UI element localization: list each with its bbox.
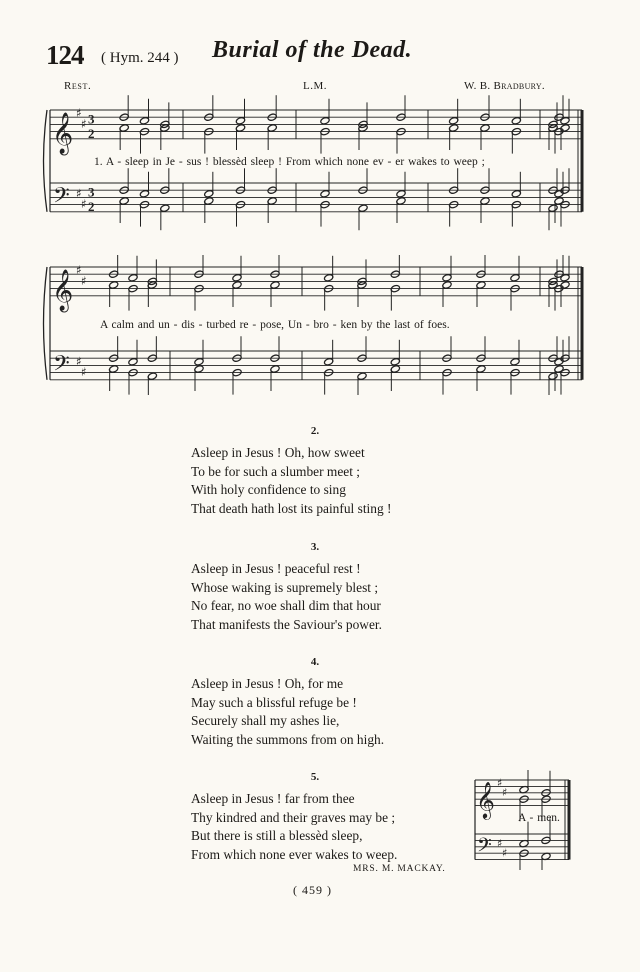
stanza-3 bbox=[191, 560, 382, 634]
stanza-number: 2. bbox=[310, 425, 320, 437]
system-brace bbox=[44, 110, 48, 212]
verse-line: Whose waking is supremely blest ; bbox=[191, 579, 379, 595]
verse-line: May such a blissful refuge be ! bbox=[191, 694, 357, 710]
sharp-icon: ♯ bbox=[81, 117, 87, 131]
sharp-icon: ♯ bbox=[76, 186, 82, 201]
verse-line: To be for such a slumber meet ; bbox=[191, 463, 360, 479]
sharp-icon: ♯ bbox=[76, 106, 82, 121]
stanza-4 bbox=[191, 675, 384, 749]
page-number: ( 459 ) bbox=[293, 883, 332, 897]
bass-clef-icon: 𝄢 bbox=[477, 835, 492, 862]
sharp-icon: ♯ bbox=[502, 846, 508, 860]
hymn-author: MRS. M. MACKAY. bbox=[353, 864, 446, 874]
stanza-2 bbox=[191, 444, 391, 518]
verse-line: But there is still a blessèd sleep, bbox=[191, 828, 363, 844]
treble-clef-icon: 𝄞 bbox=[52, 112, 74, 154]
treble-clef-icon: 𝄞 bbox=[476, 780, 495, 819]
time-signature: 2 bbox=[88, 198, 95, 214]
verse-line: From which none ever wakes to weep. bbox=[191, 846, 398, 862]
time-signature: 3 bbox=[88, 184, 95, 200]
verse-line: That manifests the Saviour's power. bbox=[191, 616, 382, 632]
tune-name: Rest. bbox=[64, 80, 92, 92]
system-brace bbox=[44, 267, 48, 380]
bass-clef-icon: 𝄢 bbox=[53, 183, 70, 214]
sharp-icon: ♯ bbox=[76, 354, 82, 369]
hymn-number: 124 bbox=[46, 40, 84, 70]
sharp-icon: ♯ bbox=[81, 365, 87, 380]
sharp-icon: ♯ bbox=[81, 274, 87, 288]
treble-clef-icon: 𝄞 bbox=[52, 269, 74, 311]
verse-line: Asleep in Jesus ! peaceful rest ! bbox=[191, 561, 361, 576]
time-signature: 3 bbox=[88, 111, 95, 127]
sharp-icon: ♯ bbox=[502, 786, 508, 799]
verse-line: Asleep in Jesus ! Oh, how sweet bbox=[191, 445, 365, 460]
verse-line: Asleep in Jesus ! Oh, for me bbox=[191, 676, 344, 691]
hymn-reference: ( Hym. 244 ) bbox=[101, 50, 179, 66]
sharp-icon: ♯ bbox=[76, 263, 82, 278]
hymn-title: Burial of the Dead. bbox=[212, 37, 413, 63]
verse-line: Waiting the summons from on high. bbox=[191, 731, 385, 747]
verse-line: Securely shall my ashes lie, bbox=[191, 713, 340, 729]
bass-clef-icon: 𝄢 bbox=[53, 351, 70, 382]
lyric-line-1: 1. A - sleep in Je - sus ! blessèd sleep ! From which none ev - er wakes to weep ; bbox=[94, 156, 485, 168]
verse-line: With holy confidence to sing bbox=[191, 482, 346, 498]
stanza-number: 3. bbox=[310, 541, 320, 553]
meter: L.M. bbox=[303, 80, 327, 92]
verse-line: Asleep in Jesus ! far from thee bbox=[191, 791, 355, 806]
composer: W. B. Bradbury. bbox=[464, 80, 545, 92]
stanza-number: 4. bbox=[310, 656, 320, 668]
verse-line: Thy kindred and their graves may be ; bbox=[191, 809, 396, 825]
stanza-number: 5. bbox=[310, 771, 320, 783]
time-signature: 2 bbox=[88, 125, 95, 141]
stanza-5 bbox=[191, 790, 397, 864]
sharp-icon: ♯ bbox=[497, 836, 503, 850]
sharp-icon: ♯ bbox=[497, 776, 503, 790]
amen-lyric: A - men. bbox=[518, 812, 560, 824]
lyric-line-2: A calm and un - dis - turbed re - pose, Un - bro - ken by the last of foes. bbox=[100, 319, 450, 331]
sharp-icon: ♯ bbox=[81, 197, 87, 212]
verse-line: That death hath lost its painful sting ! bbox=[191, 500, 392, 516]
verse-line: No fear, no woe shall dim that hour bbox=[191, 598, 381, 614]
